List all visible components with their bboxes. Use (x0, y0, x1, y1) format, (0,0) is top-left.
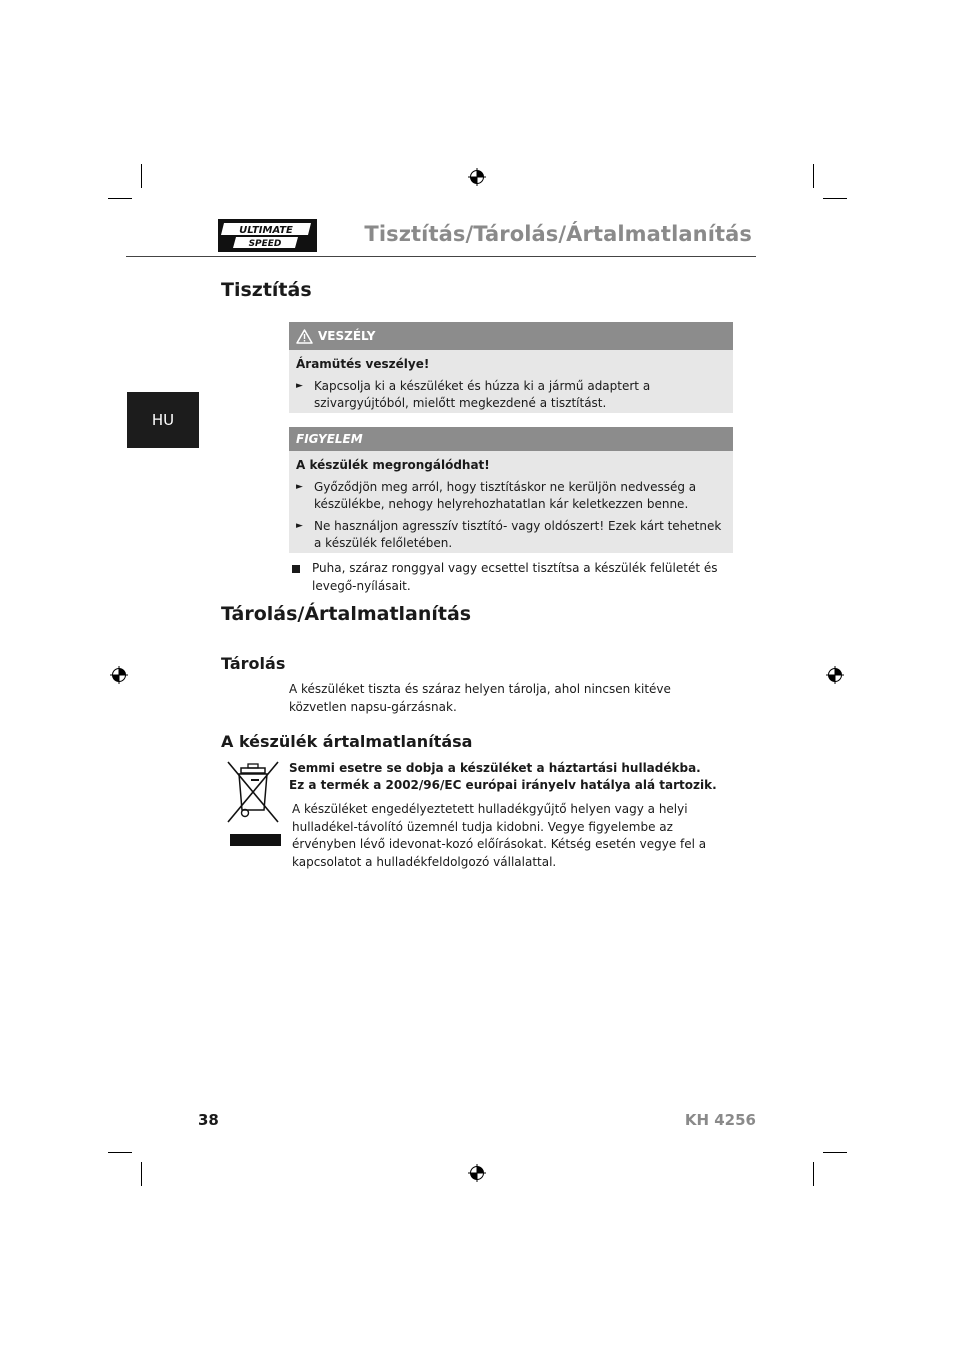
crop-mark (108, 198, 132, 199)
registration-mark-icon (110, 666, 128, 684)
logo-text-top: ULTIMATE (239, 225, 293, 236)
danger-label: VESZÉLY (318, 329, 376, 343)
brand-logo (218, 219, 317, 252)
arrow-bullet-icon: ► (296, 520, 303, 531)
list-item: ► Ne használjon agresszív tisztító- vagy oldószert! Ezek kárt tehetnek a készülék felőletében. (296, 518, 722, 550)
crop-mark (141, 1162, 142, 1186)
page-title: Tisztítás/Tárolás/Ártalmatlanítás (364, 222, 752, 246)
registration-mark-icon (468, 168, 486, 186)
disposal-text: A készüléket engedélyeztetett hulladékgyűjtő helyen vagy a helyi hulladékel-távolító üzemnél tudja kidobni. Vegye figyelembe az érvényben lévő idevonat-kozó előírásokat. Kétség esetén vegye fel a kapcsolatot a hulladékfeldolgozó vállalattal. (292, 802, 707, 869)
danger-box (289, 322, 733, 413)
crop-mark (823, 1152, 847, 1153)
attention-lead: A készülék megrongálódhat! (296, 458, 490, 472)
crop-mark (813, 1162, 814, 1186)
warning-triangle-icon (296, 329, 313, 344)
crossed-out-bin-icon (222, 758, 284, 848)
arrow-bullet-icon: ► (296, 481, 303, 492)
list-item: ► Győződjön meg arról, hogy tisztításkor ne kerüljön nedvesség a készülékbe, nehogy helyrehozhatatlan kár keletkezzen benne. (296, 479, 697, 511)
language-tab: HU (127, 392, 199, 448)
disposal-warning: Semmi esetre se dobja a készüléket a háztartási hulladékba. Ez a termék a 2002/96/EC európai irányelv hatálya alá tartozik. (289, 761, 717, 792)
square-bullet-icon (292, 565, 300, 573)
attention-box-header (289, 427, 733, 451)
registration-mark-icon (826, 666, 844, 684)
storage-text: A készüléket tiszta és száraz helyen tárolja, ahol nincsen kitéve közvetlen napsu-gárzásnak. (289, 682, 671, 714)
crop-mark (108, 1152, 132, 1153)
section-heading-storage-disposal: Tárolás/Ártalmatlanítás (221, 603, 472, 625)
subheading-disposal: A készülék ártalmatlanítása (221, 732, 473, 751)
attention-box (289, 427, 733, 553)
attention-label: FIGYELEM (296, 432, 363, 446)
crop-mark (141, 164, 142, 188)
section-heading-cleaning: Tisztítás (221, 279, 312, 301)
cleaning-instruction: Puha, száraz ronggyal vagy ecsettel tisztítsa a készülék felületét és levegő-nyílásait. (292, 560, 732, 595)
danger-box-header (289, 322, 733, 350)
crop-mark (823, 198, 847, 199)
subheading-storage: Tárolás (221, 654, 286, 673)
header-divider (126, 256, 756, 257)
page-number: 38 (198, 1111, 219, 1129)
model-number: KH 4256 (684, 1111, 756, 1129)
danger-lead: Áramütés veszélye! (296, 357, 430, 371)
crop-mark (813, 164, 814, 188)
logo-text-bottom: SPEED (248, 239, 282, 249)
arrow-bullet-icon: ► (296, 380, 303, 391)
registration-mark-icon (468, 1164, 486, 1182)
list-item: ► Kapcsolja ki a készüléket és húzza ki a jármű adaptert a szivargyújtóból, mielőtt megkezdené a tisztítást. (296, 378, 651, 410)
